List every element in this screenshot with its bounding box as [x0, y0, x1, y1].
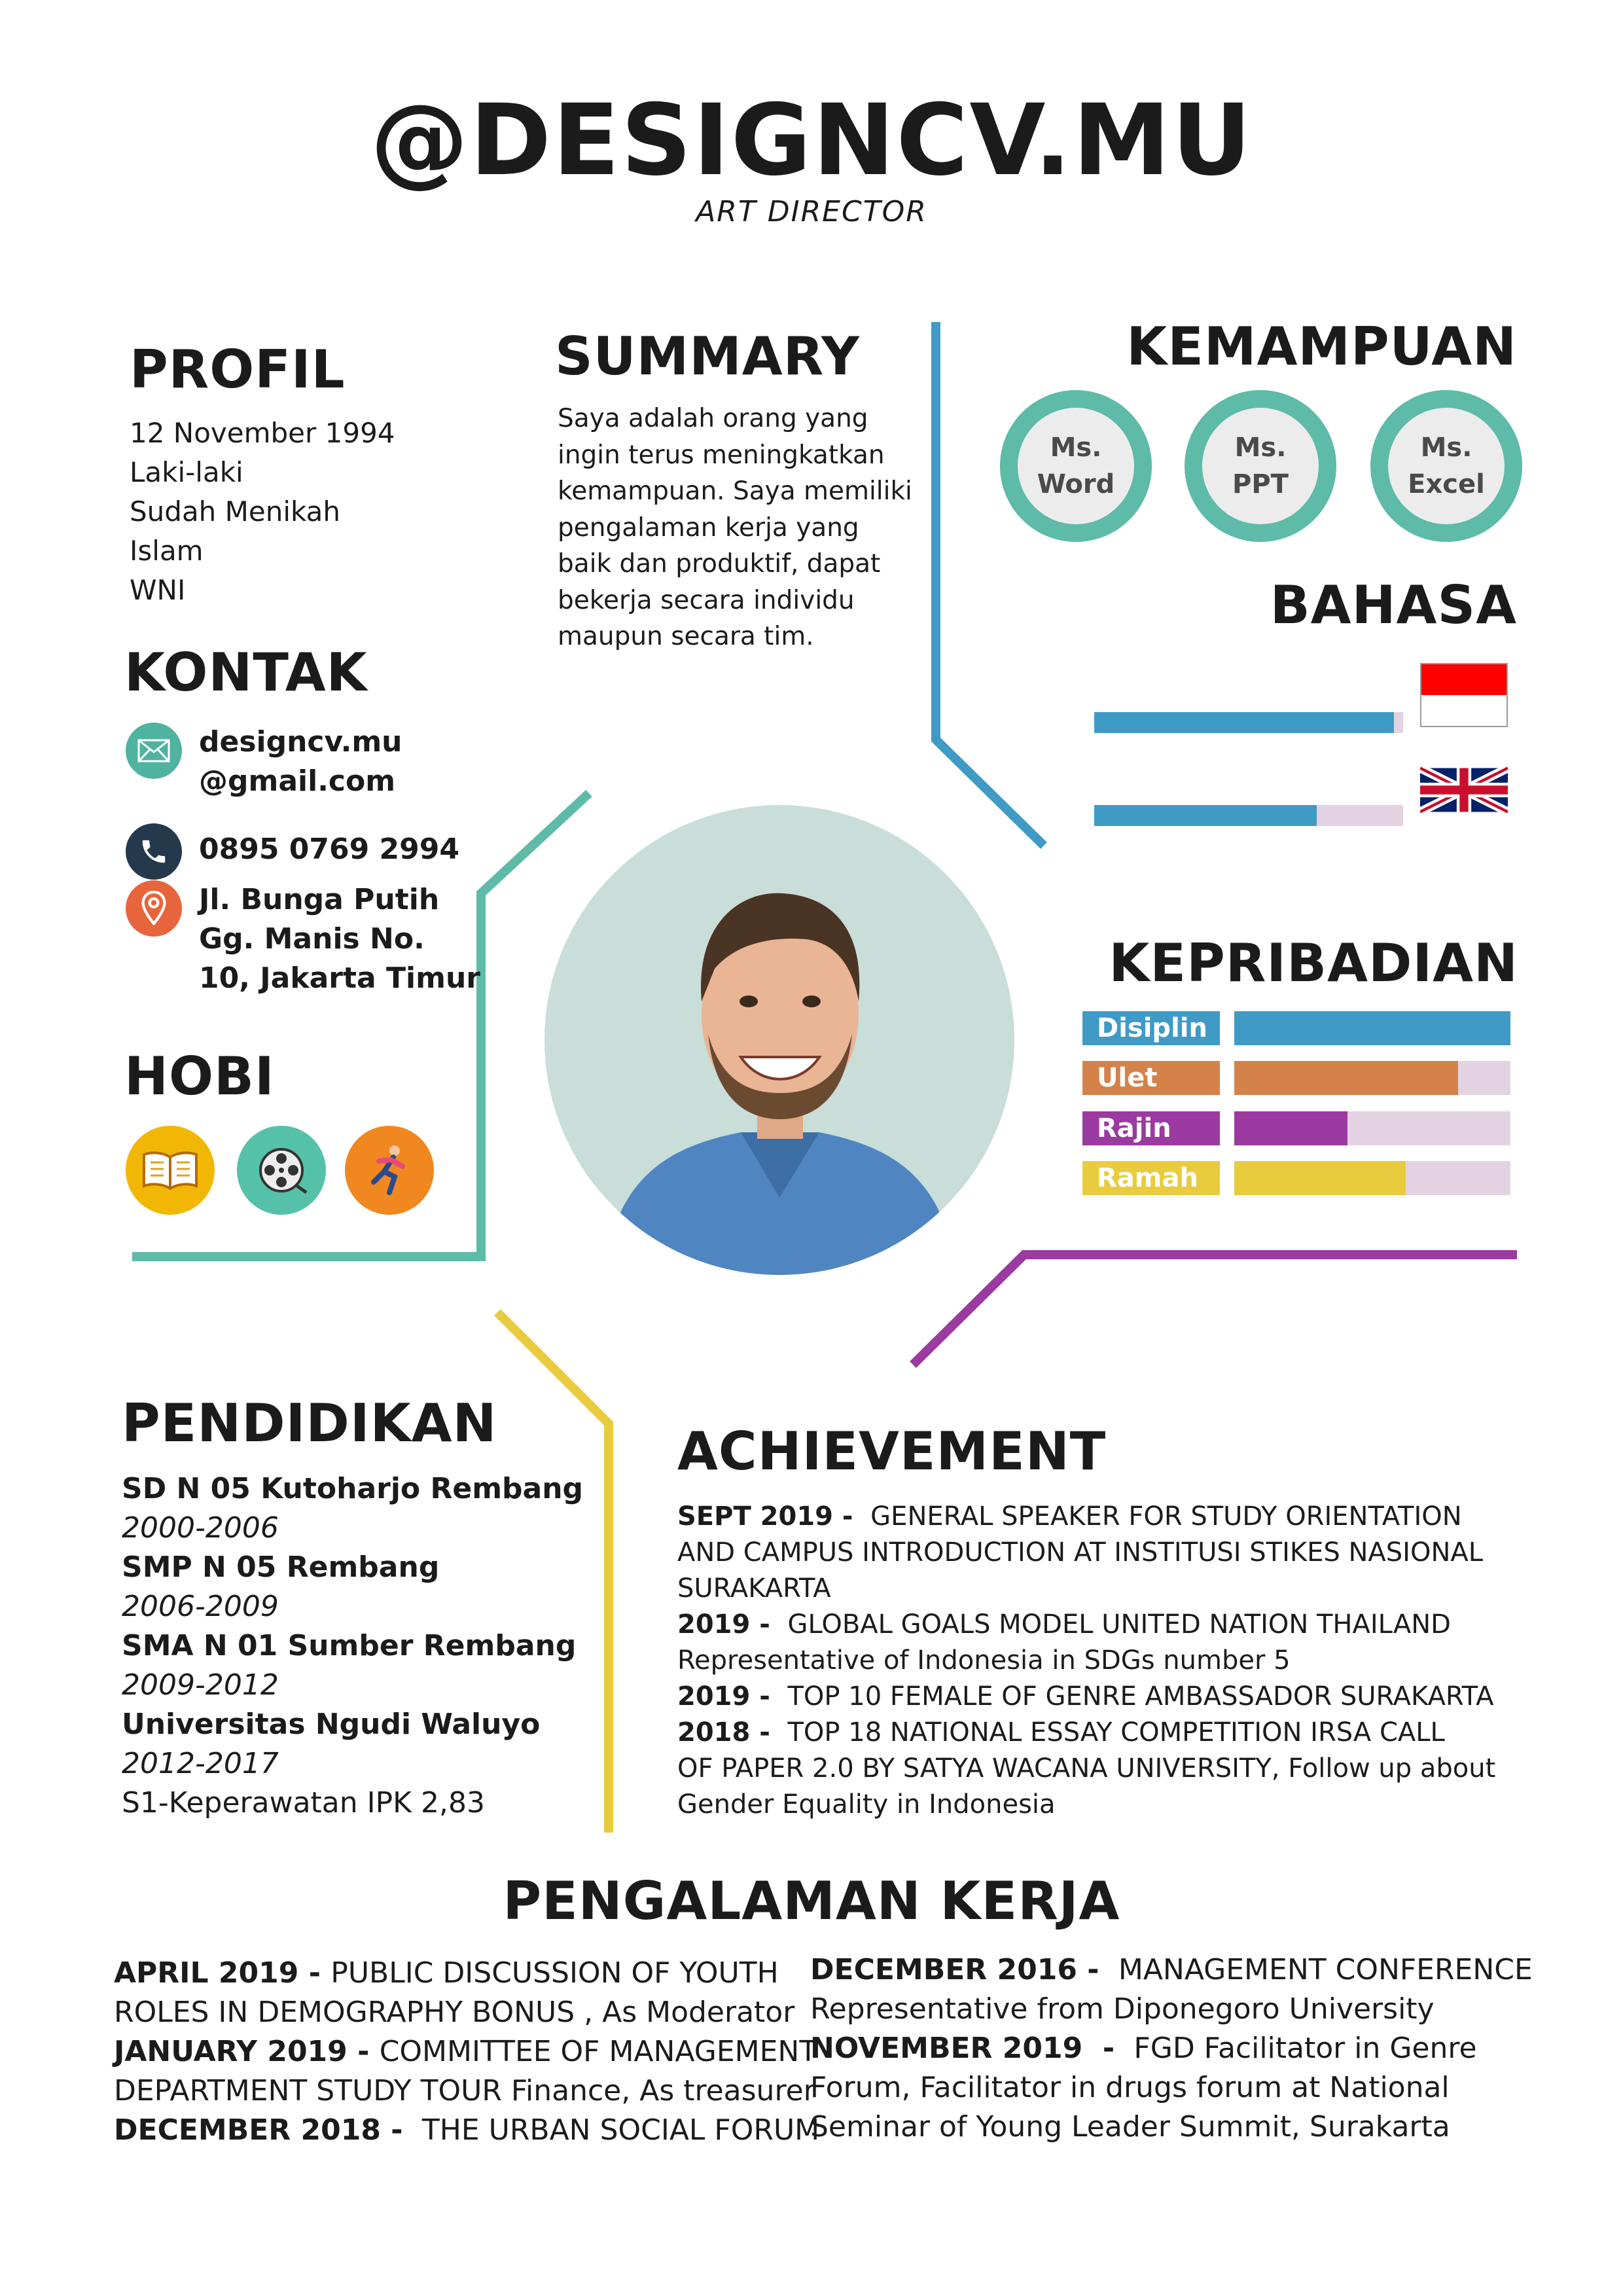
- trait-bar-2: [1234, 1111, 1510, 1145]
- job-date: DECEMBER 2016 -: [810, 1953, 1109, 1986]
- skill-label: Ms.: [1050, 433, 1102, 463]
- achievement-line: [677, 1499, 1495, 1535]
- profil-item: Laki-laki: [130, 456, 243, 488]
- skill-label: Ms.: [1234, 433, 1287, 463]
- achievement-heading: ACHIEVEMENT: [677, 1421, 1107, 1482]
- pendidikan-heading: PENDIDIKAN: [122, 1393, 497, 1454]
- job-role: ART DIRECTOR: [696, 195, 927, 228]
- achievement-date: SEPT 2019 -: [677, 1501, 863, 1532]
- job-text: Forum, Facilitator in drugs forum at National: [810, 2071, 1450, 2104]
- indonesia-flag-icon: [1420, 663, 1508, 727]
- summary-heading: SUMMARY: [555, 326, 860, 387]
- kontak-heading: KONTAK: [124, 642, 368, 703]
- running-icon: [345, 1126, 434, 1215]
- address-line: Gg. Manis No.: [199, 922, 425, 956]
- job-text: MANAGEMENT CONFERENCE: [1109, 1953, 1533, 1986]
- job-line: [810, 1950, 1533, 1990]
- trait-bar-fill: [1234, 1111, 1347, 1145]
- phone-icon: [126, 823, 182, 880]
- skill-label: Excel: [1408, 469, 1485, 499]
- trait-bar-0: [1234, 1011, 1510, 1045]
- skill-label: PPT: [1232, 469, 1289, 499]
- summary-line: maupun secara tim.: [558, 622, 814, 651]
- achievement-line: [677, 1571, 1495, 1607]
- achievement-line: [677, 1607, 1495, 1643]
- pendidikan-list: [122, 1469, 583, 1823]
- summary-line: baik dan produktif, dapat: [558, 549, 881, 579]
- summary-text: [558, 401, 912, 655]
- uk-flag-icon: [1420, 758, 1508, 822]
- profil-item: WNI: [130, 574, 186, 606]
- film-reel-icon: [237, 1126, 326, 1215]
- achievement-line: [677, 1751, 1495, 1787]
- skill-ms-ppt: [1185, 390, 1336, 542]
- contact-phone: [126, 823, 459, 880]
- trait-label-0: Disiplin: [1082, 1011, 1220, 1045]
- trait-bar-fill: [1234, 1161, 1406, 1195]
- job-text: COMMITTEE OF MANAGEMENT: [379, 2035, 817, 2068]
- book-icon: [126, 1126, 215, 1215]
- profile-photo-icon: [544, 805, 1014, 1275]
- achievement-text: Gender Equality in Indonesia: [677, 1789, 1056, 1820]
- job-line: [114, 1993, 819, 2032]
- job-text: Seminar of Young Leader Summit, Surakarta: [810, 2110, 1450, 2144]
- school-name: SMA N 01 Sumber Rembang: [122, 1629, 577, 1662]
- achievement-date: 2019 -: [677, 1609, 779, 1640]
- job-line: [810, 2029, 1533, 2068]
- achievement-date: 2019 -: [677, 1681, 779, 1712]
- job-line: [114, 1954, 819, 1993]
- language-bar-indonesia: [1094, 712, 1403, 733]
- pengalaman-right-list: [810, 1950, 1533, 2147]
- language-bar-english: [1094, 805, 1403, 826]
- profil-heading: PROFIL: [130, 339, 346, 400]
- summary-line: Saya adalah orang yang: [558, 404, 868, 433]
- job-date: APRIL 2019 -: [114, 1956, 331, 1990]
- achievement-text: GENERAL SPEAKER FOR STUDY ORIENTATION: [862, 1501, 1462, 1532]
- achievement-date: 2018 -: [677, 1717, 779, 1748]
- contact-email: [126, 723, 402, 801]
- job-line: [114, 2111, 819, 2150]
- achievement-text: AND CAMPUS INTRODUCTION AT INSTITUSI STIKES NASIONAL: [677, 1537, 1484, 1568]
- achievement-line: [677, 1535, 1495, 1571]
- page-title: @DESIGNCV.MU: [370, 84, 1253, 198]
- trait-label-2: Rajin: [1082, 1111, 1220, 1145]
- achievement-line: [677, 1679, 1495, 1715]
- job-text: Representative from Diponegoro University: [810, 1992, 1435, 2026]
- job-line: [810, 2108, 1533, 2147]
- language-bar-fill: [1094, 805, 1317, 826]
- bahasa-heading: BAHASA: [1270, 575, 1517, 636]
- hobi-heading: HOBI: [124, 1046, 275, 1107]
- achievement-line: [677, 1643, 1495, 1679]
- trait-bar-fill: [1234, 1061, 1458, 1095]
- phone-number: 0895 0769 2994: [199, 833, 460, 866]
- achievement-text: SURAKARTA: [677, 1573, 831, 1604]
- job-line: [810, 1990, 1533, 2029]
- pengalaman-left-list: [114, 1954, 819, 2150]
- achievement-text: OF PAPER 2.0 BY SATYA WACANA UNIVERSITY, Follow up about: [677, 1753, 1496, 1784]
- language-bar-fill: [1094, 712, 1394, 733]
- achievement-line: [677, 1715, 1495, 1751]
- school-name: SMP N 05 Rembang: [122, 1551, 440, 1584]
- achievement-text: GLOBAL GOALS MODEL UNITED NATION THAILAND: [779, 1609, 1451, 1640]
- job-text: FGD Facilitator in Genre: [1124, 2032, 1477, 2065]
- summary-line: ingin terus meningkatkan: [558, 440, 885, 470]
- school-year: 2012-2017: [122, 1747, 279, 1780]
- profile-photo: [544, 805, 1014, 1275]
- job-date: DECEMBER 2018 -: [114, 2113, 413, 2147]
- summary-line: kemampuan. Saya memiliki: [558, 476, 912, 506]
- trait-bar-fill: [1234, 1011, 1510, 1045]
- job-text: ROLES IN DEMOGRAPHY BONUS , As Moderator: [114, 1996, 795, 2029]
- summary-line: pengalaman kerja yang: [558, 512, 859, 543]
- profil-item: Islam: [130, 535, 204, 567]
- purple-connector-line: [913, 1255, 1517, 1365]
- job-date: NOVEMBER 2019 -: [810, 2032, 1125, 2065]
- kemampuan-heading: KEMAMPUAN: [1126, 316, 1517, 377]
- school-year: 2009-2012: [122, 1668, 279, 1702]
- job-text: DEPARTMENT STUDY TOUR Finance, As treasurer: [114, 2074, 815, 2108]
- school-year: 2006-2009: [122, 1590, 279, 1623]
- email-line: designcv.mu: [199, 725, 402, 759]
- job-text: THE URBAN SOCIAL FORUM: [412, 2113, 820, 2147]
- achievement-text: Representative of Indonesia in SDGs number 5: [677, 1645, 1291, 1676]
- job-line: [810, 2068, 1533, 2108]
- job-line: [114, 2072, 819, 2111]
- school-name: SD N 05 Kutoharjo Rembang: [122, 1472, 584, 1505]
- job-line: [114, 2032, 819, 2072]
- blue-connector-line: [936, 322, 1044, 846]
- skill-label: Ms.: [1420, 433, 1472, 463]
- profil-list: [130, 414, 395, 610]
- degree-info: S1-Keperawatan IPK 2,83: [122, 1786, 485, 1820]
- email-icon: [126, 723, 182, 779]
- profil-item: 12 November 1994: [130, 417, 395, 449]
- skill-ms-word: [1000, 390, 1152, 542]
- address-line: 10, Jakarta Timur: [199, 961, 480, 995]
- location-pin-icon: [126, 880, 182, 937]
- trait-label-3: Ramah: [1082, 1161, 1220, 1195]
- profil-item: Sudah Menikah: [130, 495, 340, 528]
- address-line: Jl. Bunga Putih: [199, 883, 440, 916]
- school-name: Universitas Ngudi Waluyo: [122, 1708, 541, 1741]
- job-text: PUBLIC DISCUSSION OF YOUTH: [330, 1956, 779, 1990]
- achievement-list: [677, 1499, 1495, 1823]
- kepribadian-heading: KEPRIBADIAN: [1109, 933, 1518, 994]
- school-year: 2000-2006: [122, 1511, 279, 1545]
- trait-label-1: Ulet: [1082, 1061, 1220, 1095]
- contact-address: [126, 880, 480, 998]
- job-date: JANUARY 2019 -: [114, 2035, 380, 2068]
- summary-line: bekerja secara individu: [558, 585, 855, 615]
- email-line: @gmail.com: [199, 764, 396, 798]
- pengalaman-heading: PENGALAMAN KERJA: [503, 1871, 1120, 1931]
- achievement-line: [677, 1787, 1495, 1823]
- achievement-text: TOP 10 FEMALE OF GENRE AMBASSADOR SURAKARTA: [779, 1681, 1494, 1712]
- trait-bar-3: [1234, 1161, 1510, 1195]
- trait-bar-1: [1234, 1061, 1510, 1095]
- skill-ms-excel: [1370, 390, 1522, 542]
- achievement-text: TOP 18 NATIONAL ESSAY COMPETITION IRSA CALL: [779, 1717, 1445, 1748]
- skill-label: Word: [1037, 469, 1115, 499]
